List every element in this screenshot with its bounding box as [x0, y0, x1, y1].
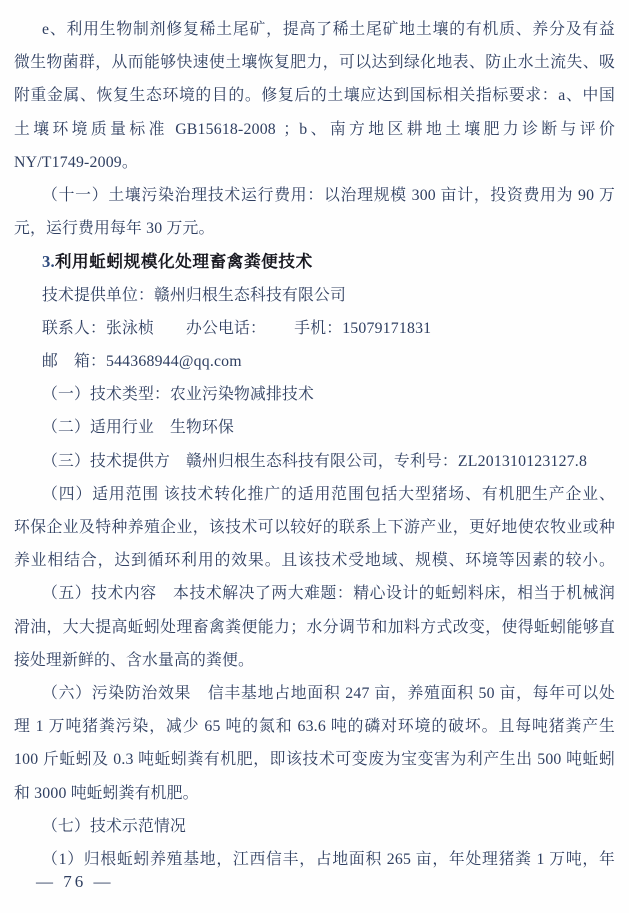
- text-line: （二）适用行业 生物环保: [42, 419, 234, 437]
- text-line: （三）技术提供方 赣州归根生态科技有限公司，专利号：ZL201310123127.8: [42, 452, 588, 470]
- text-line: 理 1 万吨猪粪污染，减少 65 吨的氮和 63.6 吨的磷对环境的破坏。且每吨猪粪产生: [14, 718, 615, 736]
- paragraph: [14, 179, 615, 245]
- text-line: （五）技术内容 本技术解决了两大难题：精心设计的蚯蚓料床，相当于机械润: [42, 585, 615, 603]
- text-line: 滑油，大大提高蚯蚓处理畜禽粪便能力；水分调节和加料方式改变，使得蚯蚓能够直: [14, 618, 615, 636]
- section-heading: [14, 245, 615, 278]
- text-line: 元，运行费用每年 30 万元。: [14, 220, 215, 238]
- paragraph: [14, 677, 615, 810]
- text-line: （1）归根蚯蚓养殖基地，江西信丰，占地面积 265 亩，年处理猪粪 1 万吨，年: [42, 851, 615, 869]
- paragraph: [14, 577, 615, 677]
- paragraph: [14, 312, 615, 345]
- paragraph: [14, 478, 615, 578]
- text-line: 邮 箱：544368944@qq.com: [42, 353, 242, 371]
- paragraph: [14, 810, 615, 843]
- paragraph: [14, 279, 615, 312]
- text-line: e、利用生物制剂修复稀土尾矿，提高了稀土尾矿地土壤的有机质、养分及有益: [42, 21, 615, 38]
- text-line: 土壤环境质量标准 GB15618-2008 ；b、南方地区耕地土壤肥力诊断与评价: [14, 120, 615, 138]
- document-body: [14, 13, 615, 876]
- text-line: 环保企业及特种养殖企业，该技术可以较好的联系上下游产业，更好地使农牧业或种: [14, 519, 615, 537]
- text-line: 技术提供单位：赣州归根生态科技有限公司: [42, 286, 346, 304]
- heading-number: 3.: [42, 252, 55, 272]
- text-line: （六）污染防治效果 信丰基地占地面积 247 亩，养殖面积 50 亩，每年可以处: [42, 685, 615, 703]
- paragraph: [14, 378, 615, 411]
- heading-text: 利用蚯蚓规模化处理畜禽粪便技术: [54, 252, 313, 272]
- text-line: 联系人：张泳桢 办公电话： 手机：15079171831: [42, 319, 432, 337]
- paragraph: [14, 445, 615, 478]
- text-line: （一）技术类型：农业污染物减排技术: [42, 386, 314, 404]
- text-line: 和 3000 吨蚯蚓粪有机肥。: [14, 784, 199, 802]
- text-line: （四）适用范围 该技术转化推广的适用范围包括大型猪场、有机肥生产企业、: [42, 485, 615, 503]
- paragraph: [14, 411, 615, 444]
- page-number: — 76 —: [36, 872, 114, 891]
- text-line: 养业相结合，达到循环利用的效果。且该技术受地域、规模、环境等因素的较小。: [14, 552, 615, 570]
- paragraph: [14, 13, 615, 179]
- text-line: （七）技术示范情况: [42, 817, 186, 835]
- paragraph: [14, 345, 615, 378]
- text-line: 附重金属、恢复生态环境的目的。修复后的土壤应达到国标相关指标要求：a、中国: [14, 87, 615, 105]
- text-line: 接处理新鲜的、含水量高的粪便。: [14, 651, 254, 669]
- heading-line: [14, 245, 615, 278]
- text-line: （十一）土壤污染治理技术运行费用：以治理规模 300 亩计，投资费用为 90 万: [42, 187, 615, 205]
- text-line: 微生物菌群，从而能够快速使土壤恢复肥力，可以达到绿化地表、防止水土流失、吸: [14, 54, 615, 72]
- text-line: NY/T1749-2009。: [14, 153, 138, 171]
- text-line: 100 斤蚯蚓及 0.3 吨蚯蚓粪有机肥，即该技术可变废为宝变害为利产生出 500 吨蚯蚓: [14, 751, 615, 769]
